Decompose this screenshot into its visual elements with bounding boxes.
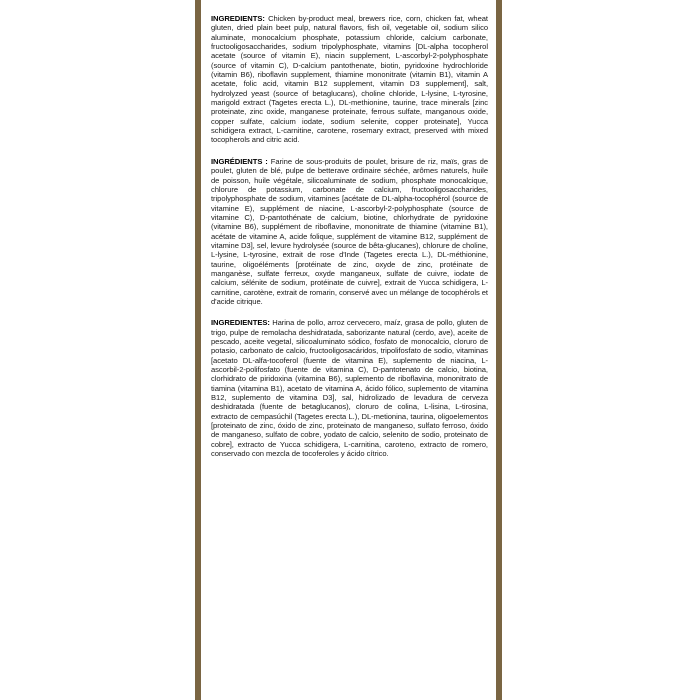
ingredients-paragraph [211,318,488,458]
section-heading: INGRÉDIENTS : [211,156,268,166]
ingredients-text: Chicken by-product meal, brewers rice, corn, chicken fat, wheat gluten, dried plain beet pulp, natural flavors, fish oil, vegetable oil, sodium silico aluminate, monocalcium phosphate, potassium chloride, calcium carbonate, fructooligosaccharides, sodium tripolyphosphate, vitamins [DL-alpha tocopherol acetate (source of vitamin E), niacin supplement, L-ascorbyl-2-polyphosphate (source of vitamin C), D-calcium pantothenate, biotin, pyridoxine hydrochloride (vitamin B6), riboflavin supplement, thiamine mononitrate (vitamin B1), vitamin A acetate, folic acid, vitamin B12 supplement, vitamin D3 supplement], salt, hydrolyzed yeast (source of betaglucans), choline chloride, L-lysine, L-tyrosine, marigold extract (Tagetes erecta L.), DL-methionine, taurine, trace minerals [zinc proteinate, zinc oxide, manganese proteinate, ferrous sulfate, manganous oxide, copper sulfate, calcium iodate, sodium selenite, copper proteinate], Yucca schidigera extract, L-carnitine, carotene, rosemary extract, preserved with mixed tocopherols and citric acid. [211,14,488,145]
ingredients-section-french [211,157,488,307]
ingredients-label-content [211,14,488,470]
ingredients-paragraph [211,157,488,307]
ingredients-paragraph [211,14,488,145]
ingredients-text: Farine de sous-produits de poulet, brisure de riz, maïs, gras de poulet, gluten de blé, pulpe de betterave ordinaire séchée, arômes naturels, huile de poisson, huile végétale, silicoaluminate de sodium, phosphate monocalcique, chlorure de potassium, carbonate de calcium, fructooligosaccharides, tripolyphosphate de sodium, vitamines [acétate de DL-alpha-tocophérol (source de vitamine E), supplément de niacine, L-ascorbyl-2-polyphosphate (source de vitamine C), D-pantothénate de calcium, biotine, chlorhydrate de pyridoxine (vitamine B6), supplément de riboflavine, mononitrate de thiamine (vitamine B1), acétate de vitamine A, acide folique, supplément de vitamine B12, supplément de vitamine D3], sel, levure hydrolysée (source de bêta-glucanes), chlorure de choline, L-lysine, L-tyrosine, extrait de rose d'Inde (Tagetes erecta L.), DL-méthionine, taurine, oligoéléments [protéinate de zinc, oxyde de zinc, protéinate de manganèse, sulfate ferreux, oxyde manganeux, sulfate de cuivre, iodate de calcium, sélénite de sodium, protéinate de cuivre], extrait de Yucca schidigera, L-carnitine, carotène, extrait de romarin, conservé avec un mélange de tocophérols et d'acide citrique. [211,156,489,306]
section-heading: INGREDIENTES: [211,318,270,328]
ingredients-text: Harina de pollo, arroz cervecero, maíz, grasa de pollo, gluten de trigo, pulpe de remolacha deshidratada, saborizante natural (cerdo, ave), aceite de pescado, aceite vegetal, silicoaluminato sódico, fosfato de monocalcio, cloruro de potasio, carbonato de calcio, fructooligosacáridos, tripolifosfato de sodio, vitaminas [acetato DL-alfa-tocoferol (fuente de vitamina E), suplemento de niacina, L-ascorbil-2-polifosfato (fuente de vitamina C), D-pantotenato de calcio, biotina, clorhidrato de piridoxina (vitamina B6), suplemento de riboflavina, mononitrato de tiamina (vitamina B1), acetato de vitamina A, ácido fólico, suplemento de vitamina B12, suplemento de vitamina D3], sal, hidrolizado de levadura de cerveza deshidratada (fuente de betaglucanos), cloruro de colina, L-lisina, L-tirosina, extracto de cempasúchil (Tagetes erecta L.), DL-metionina, taurina, oligoelementos [proteinato de zinc, óxido de zinc, proteinato de manganeso, sulfato ferroso, óxido de manganeso, sulfato de cobre, yodato de calcio, selenito de sodio, proteinato de cobre], extracto de Yucca schidigera, L-carnitina, caroteno, extracto de romero, conservado con mezcla de tocoferoles y ácido cítrico. [211,318,488,459]
ingredients-section-spanish [211,318,488,458]
ingredients-section-english [211,14,488,145]
ingredients-label-panel [195,0,502,700]
section-heading: INGREDIENTS: [211,14,265,23]
